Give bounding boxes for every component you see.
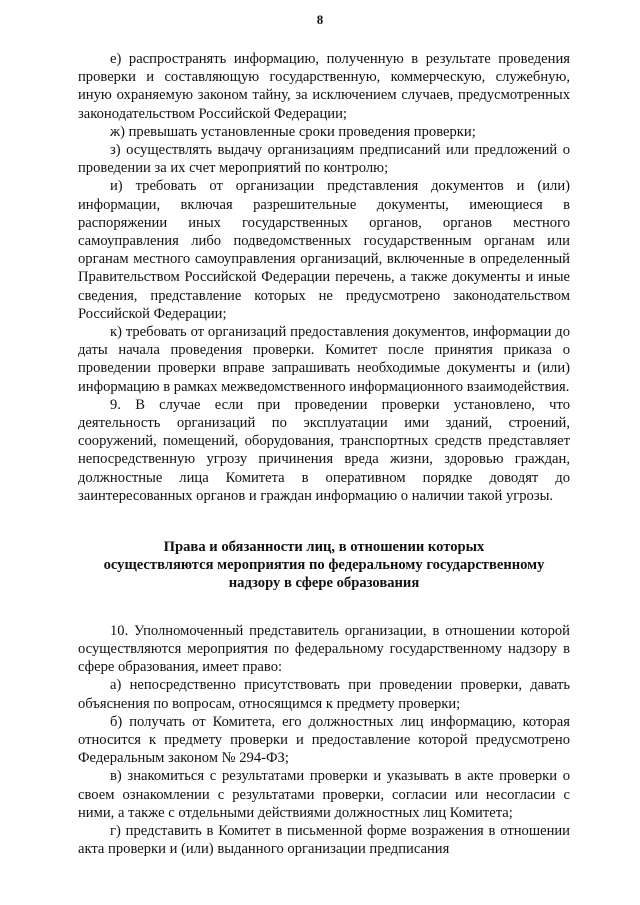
- paragraph-e: е) распространять информацию, полученную в результате проведения проверки и составляющую государственную, коммерческую, служебную, иную охраняемую законом тайну, за исключением случаев, предусмотренных законодательством Российской Федерации;: [78, 51, 570, 122]
- section-heading: [78, 538, 570, 593]
- paragraph-i: и) требовать от организации представления документов и (или) информации, включая разрешительные документы, имеющиеся в распоряжении иных государственных органов, органов местного самоуправления либо подведомственных государственным органам или органам местного самоуправления организаций, включенные в определенный Правительством Российской Федерации перечень, а также документы и иные сведения, представление которых не предусмотрено законодательством Российской Федерации;: [78, 178, 570, 322]
- paragraph-9: 9. В случае если при проведении проверки установлено, что деятельность организаций по эксплуатации ими зданий, строений, сооружений, помещений, оборудования, транспортных средств представляет непосредственную угрозу причинения вреда жизни, здоровью граждан, должностные лица Комитета в оперативном порядке доводят до заинтересованных органов и граждан информацию о наличии такой угрозы.: [78, 396, 570, 504]
- paragraph-10: 10. Уполномоченный представитель организации, в отношении которой осуществляются мероприятия по федеральному государственному надзору в сфере образования, имеет право:: [78, 622, 570, 676]
- paragraph-v: в) знакомиться с результатами проверки и указывать в акте проверки о своем ознакомлении с результатами проверки, согласии или несогласии с ними, а также с отдельными действиями должностных лиц Комитета;: [78, 768, 570, 821]
- paragraph-zh: ж) превышать установленные сроки проведения проверки;: [110, 123, 476, 140]
- paragraph-g: г) представить в Комитет в письменной форме возражения в отношении акта проверки и (или) выданного организации предписания: [78, 822, 570, 858]
- section-heading-line-1: Права и обязанности лиц, в отношении которых: [163, 539, 485, 556]
- paragraph-k: к) требовать от организаций предоставления документов, информации до даты начала проведения проверки. Комитет после принятия приказа о проведении проверки вправе запрашивать необходимые документы и (или) информацию в рамках межведомственного информационного взаимодействия.: [78, 324, 570, 395]
- paragraph-a: а) непосредственно присутствовать при проведении проверки, давать объяснения по вопросам, относящимся к предмету проверки;: [78, 677, 570, 712]
- page-number: 8: [316, 12, 324, 27]
- section-spacer: [78, 593, 570, 622]
- paragraph-b: б) получать от Комитета, его должностных лиц информацию, которая относится к предмету проверки и предоставление которой предусмотрено Федеральным законом № 294-ФЗ;: [78, 713, 570, 767]
- section-heading-line-2: осуществляются мероприятия по федеральному государственному: [103, 557, 545, 574]
- section-heading-line-3: надзору в сфере образования: [228, 575, 420, 592]
- document-body: [78, 50, 570, 858]
- paragraph-z: з) осуществлять выдачу организациям предписаний или предложений о проведении за их счет мероприятий по контролю;: [78, 142, 570, 177]
